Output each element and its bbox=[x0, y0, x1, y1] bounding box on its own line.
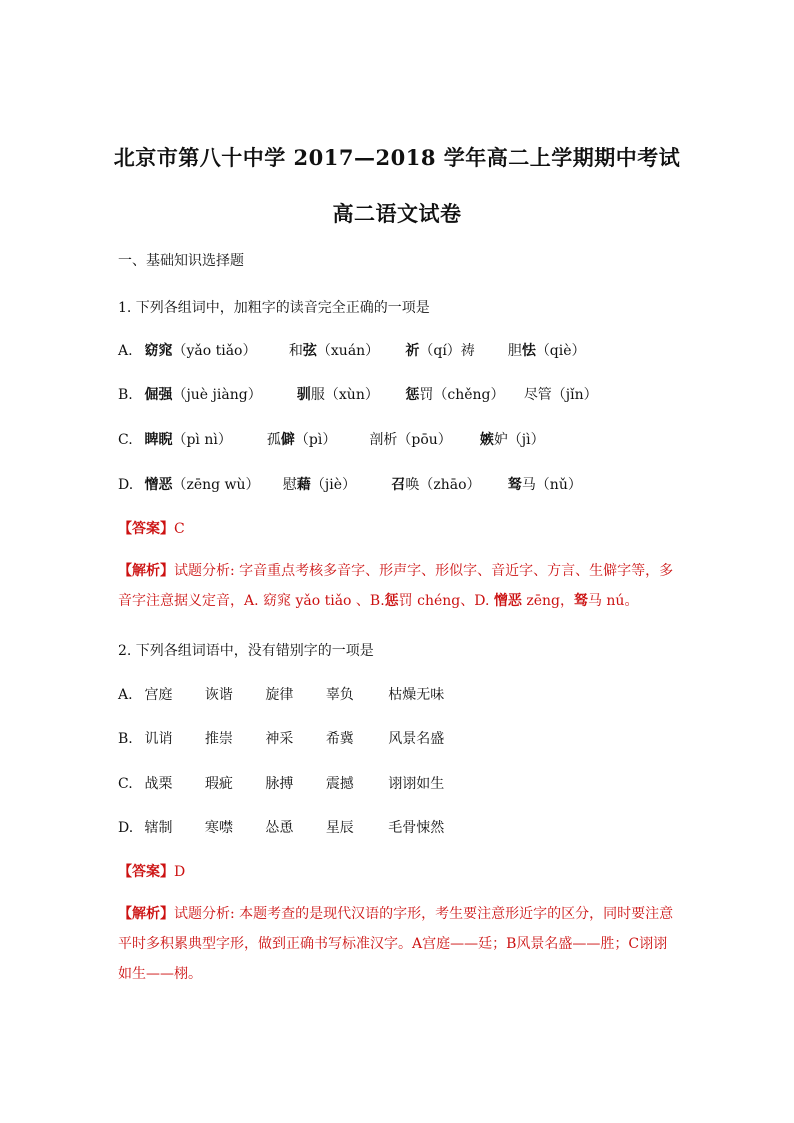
analysis-line bbox=[118, 586, 678, 616]
option-bold: 藉 bbox=[296, 477, 311, 493]
analysis-line bbox=[118, 899, 678, 929]
option-text: 尽管（jǐn） bbox=[523, 387, 598, 403]
option-label: B. bbox=[118, 731, 133, 747]
option-bold: 怯 bbox=[521, 343, 536, 359]
option-bold: 倔强 bbox=[144, 387, 173, 403]
option-word: 枯燥无味 bbox=[388, 687, 445, 703]
option-bold: 窈窕 bbox=[144, 343, 173, 359]
option-bold: 惩 bbox=[405, 387, 420, 403]
option-bold: 弦 bbox=[302, 343, 317, 359]
option-word: 辜负 bbox=[325, 687, 354, 703]
q2-option-a bbox=[118, 684, 444, 704]
analysis-text: 试题分析: 本题考查的是现代汉语的字形，考生要注意形近字的区分，同时要注意 bbox=[174, 906, 674, 922]
option-bold: 嫉 bbox=[479, 432, 494, 448]
option-label: C. bbox=[118, 432, 133, 448]
analysis-text: 马 nú。 bbox=[587, 593, 639, 609]
option-label: A. bbox=[118, 343, 133, 359]
option-bold: 憎恶 bbox=[144, 477, 173, 493]
analysis-bold: 惩 bbox=[384, 593, 399, 609]
answer-tag: 【答案】 bbox=[118, 864, 174, 880]
analysis-text: 罚 chéng、D. bbox=[398, 593, 494, 609]
option-word: 希冀 bbox=[325, 731, 354, 747]
analysis-text: zēng， bbox=[521, 593, 574, 609]
option-bold: 驽 bbox=[507, 477, 522, 493]
answer-value: C bbox=[174, 521, 185, 537]
option-label: C. bbox=[118, 776, 133, 792]
option-label: B. bbox=[118, 387, 133, 403]
analysis-bold: 憎恶 bbox=[493, 593, 522, 609]
analysis-bold: 驽 bbox=[573, 593, 588, 609]
q1-stem: 1. 下列各组词中，加粗字的读音完全正确的一项是 bbox=[118, 300, 430, 316]
section-heading: 一、基础知识选择题 bbox=[118, 253, 244, 269]
option-text: （yǎo tiǎo） bbox=[172, 343, 257, 359]
q1-option-c bbox=[118, 429, 545, 449]
option-text: （qí）祷 bbox=[419, 343, 475, 359]
option-word: 风景名盛 bbox=[388, 731, 445, 747]
option-word: 推崇 bbox=[204, 731, 233, 747]
option-text: 服（xùn） bbox=[310, 387, 379, 403]
q2-analysis bbox=[118, 899, 678, 989]
option-word: 诩诩如生 bbox=[388, 776, 445, 792]
option-word: 脉搏 bbox=[265, 776, 294, 792]
option-word: 神采 bbox=[265, 731, 294, 747]
option-word: 星辰 bbox=[325, 820, 354, 836]
option-text: （pì nì） bbox=[172, 432, 232, 448]
option-word: 毛骨悚然 bbox=[388, 820, 445, 836]
option-word: 怂恿 bbox=[265, 820, 294, 836]
page-subtitle: 高二语文试卷 bbox=[332, 201, 462, 226]
option-text: （jiè） bbox=[310, 477, 357, 493]
page-title: 北京市第八十中学 2017—2018 学年高二上学期期中考试 bbox=[113, 145, 681, 170]
option-word: 震撼 bbox=[325, 776, 354, 792]
option-bold: 召 bbox=[391, 477, 406, 493]
option-bold: 睥睨 bbox=[144, 432, 173, 448]
option-word: 宫庭 bbox=[144, 687, 173, 703]
option-text: 慰 bbox=[282, 477, 297, 493]
option-label: D. bbox=[118, 820, 134, 836]
option-text: 和 bbox=[288, 343, 303, 359]
q2-stem: 2. 下列各组词语中，没有错别字的一项是 bbox=[118, 643, 374, 659]
option-word: 战栗 bbox=[144, 776, 173, 792]
option-bold: 僻 bbox=[280, 432, 295, 448]
analysis-line: 平时多积累典型字形，做到正确书写标准汉字。A宫庭——廷；B风景名盛——胜；C诩诩 bbox=[118, 936, 668, 952]
q1-answer bbox=[118, 518, 185, 538]
analysis-line: 如生——栩。 bbox=[118, 966, 202, 982]
q2-option-b bbox=[118, 728, 444, 748]
option-word: 辖制 bbox=[144, 820, 173, 836]
answer-value: D bbox=[174, 864, 186, 880]
q1-option-a bbox=[118, 340, 586, 360]
option-word: 讥诮 bbox=[144, 731, 173, 747]
q1-option-d bbox=[118, 474, 582, 494]
option-text: 孤 bbox=[266, 432, 281, 448]
option-word: 寒噤 bbox=[204, 820, 233, 836]
q2-answer bbox=[118, 861, 185, 881]
analysis-tag: 【解析】 bbox=[118, 563, 174, 579]
answer-tag: 【答案】 bbox=[118, 521, 174, 537]
q1-analysis bbox=[118, 556, 678, 616]
option-text: （pì） bbox=[294, 432, 337, 448]
option-text: （qiè） bbox=[535, 343, 586, 359]
option-bold: 祈 bbox=[405, 343, 420, 359]
option-text: 剖析（pōu） bbox=[369, 432, 452, 448]
option-label: A. bbox=[118, 687, 133, 703]
analysis-text: 试题分析: 字音重点考核多音字、形声字、形似字、音近字、方言、生僻字等，多 bbox=[174, 563, 674, 579]
option-word: 诙谐 bbox=[204, 687, 233, 703]
option-text: 妒（jì） bbox=[493, 432, 545, 448]
analysis-text: 音字注意据义定音，A. 窈窕 yǎo tiǎo 、B. bbox=[118, 593, 385, 609]
option-text: 胆 bbox=[507, 343, 522, 359]
analysis-tag: 【解析】 bbox=[118, 906, 174, 922]
option-label: D. bbox=[118, 477, 134, 493]
option-text: （zēng wù） bbox=[172, 477, 260, 493]
option-text: （xuán） bbox=[316, 343, 380, 359]
q2-option-c bbox=[118, 773, 444, 793]
option-text: 罚（chěng） bbox=[419, 387, 505, 403]
analysis-line bbox=[118, 556, 678, 586]
option-text: （juè jiàng） bbox=[172, 387, 262, 403]
option-word: 瑕疵 bbox=[204, 776, 233, 792]
option-word: 旋律 bbox=[265, 687, 294, 703]
option-text: 马（nǔ） bbox=[521, 477, 582, 493]
q1-option-b bbox=[118, 384, 598, 404]
option-text: 唤（zhāo） bbox=[405, 477, 481, 493]
option-bold: 驯 bbox=[296, 387, 311, 403]
q2-option-d bbox=[118, 817, 444, 837]
